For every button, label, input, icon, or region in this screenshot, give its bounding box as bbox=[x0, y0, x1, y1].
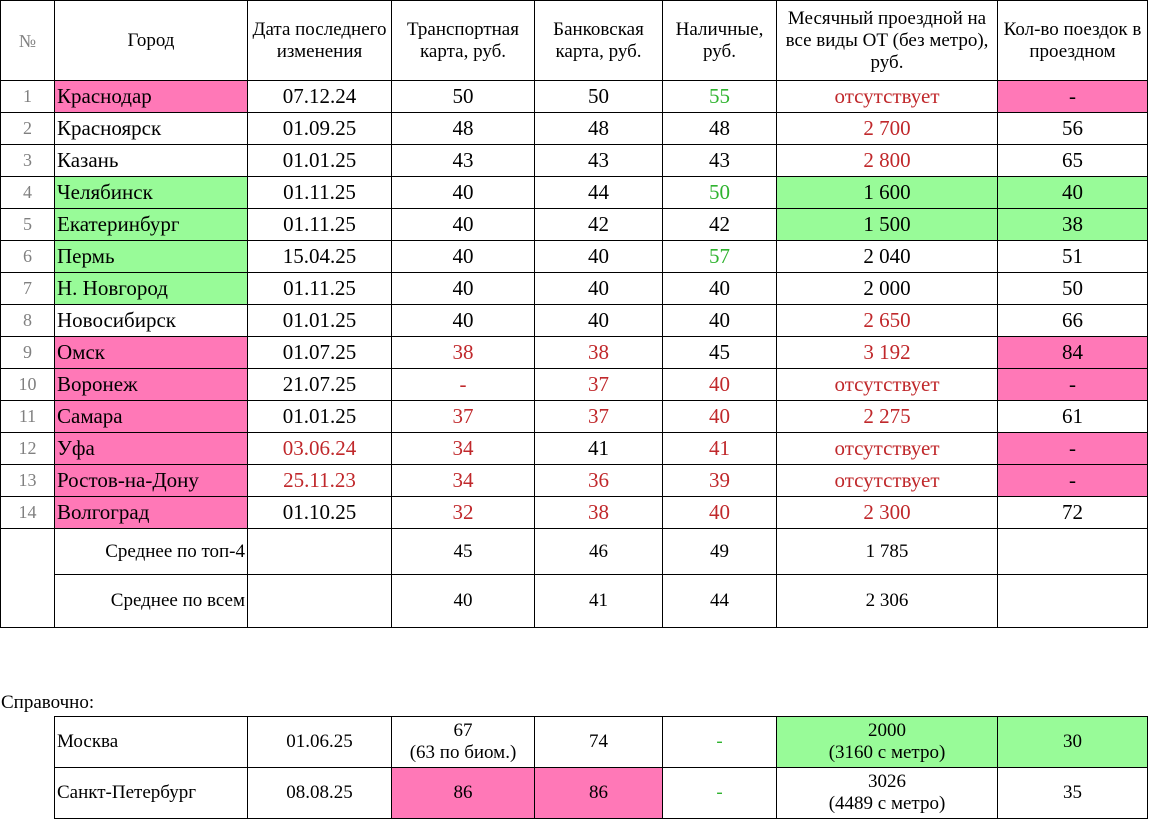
transport-card-cell: 40 bbox=[392, 177, 535, 209]
table-row bbox=[1, 305, 1148, 337]
bank-card-cell: 40 bbox=[535, 305, 663, 337]
trips-cell: - bbox=[998, 465, 1148, 497]
ref-transport-note: (63 по биом.) bbox=[409, 742, 517, 763]
row-number: 7 bbox=[1, 273, 55, 305]
monthly-pass-cell: отсутствует bbox=[777, 369, 998, 401]
trips-cell: 56 bbox=[998, 113, 1148, 145]
trips-cell: 72 bbox=[998, 497, 1148, 529]
trips-cell: 84 bbox=[998, 337, 1148, 369]
row-number: 11 bbox=[1, 401, 55, 433]
ref-monthly-pass-cell bbox=[777, 768, 998, 819]
table-row bbox=[1, 369, 1148, 401]
transport-card-cell: 34 bbox=[392, 465, 535, 497]
trips-cell: 66 bbox=[998, 305, 1148, 337]
city-cell: Пермь bbox=[55, 241, 248, 273]
summary-date-cell bbox=[248, 575, 392, 628]
table-row bbox=[1, 177, 1148, 209]
cash-cell: 40 bbox=[663, 401, 777, 433]
date-cell: 07.12.24 bbox=[248, 81, 392, 113]
reference-table bbox=[54, 716, 1148, 819]
date-cell: 01.09.25 bbox=[248, 113, 392, 145]
cash-cell: 39 bbox=[663, 465, 777, 497]
bank-card-cell: 40 bbox=[535, 241, 663, 273]
table-row bbox=[1, 433, 1148, 465]
summary-date-cell bbox=[248, 529, 392, 575]
bank-card-cell: 41 bbox=[535, 433, 663, 465]
cash-cell: 50 bbox=[663, 177, 777, 209]
bank-card-cell: 37 bbox=[535, 401, 663, 433]
summary-cash: 49 bbox=[663, 529, 777, 575]
transport-card-cell: 48 bbox=[392, 113, 535, 145]
city-cell: Казань bbox=[55, 145, 248, 177]
transport-card-cell: 34 bbox=[392, 433, 535, 465]
header-date: Дата последнего изменения bbox=[248, 1, 392, 81]
trips-cell: 50 bbox=[998, 273, 1148, 305]
bank-card-cell: 43 bbox=[535, 145, 663, 177]
ref-monthly-value: 3026 bbox=[868, 771, 906, 792]
table-row bbox=[1, 209, 1148, 241]
trips-cell: 40 bbox=[998, 177, 1148, 209]
summary-num-cell bbox=[1, 529, 55, 628]
city-cell: Омск bbox=[55, 337, 248, 369]
ref-city-cell: Санкт-Петербург bbox=[55, 768, 248, 819]
bank-card-cell: 44 bbox=[535, 177, 663, 209]
monthly-pass-cell: 2 700 bbox=[777, 113, 998, 145]
bank-card-cell: 37 bbox=[535, 369, 663, 401]
transport-card-cell: - bbox=[392, 369, 535, 401]
monthly-pass-cell: 2 275 bbox=[777, 401, 998, 433]
transport-card-cell: 40 bbox=[392, 241, 535, 273]
row-number: 14 bbox=[1, 497, 55, 529]
date-cell: 01.11.25 bbox=[248, 273, 392, 305]
cash-cell: 57 bbox=[663, 241, 777, 273]
city-cell: Красноярск bbox=[55, 113, 248, 145]
bank-card-cell: 36 bbox=[535, 465, 663, 497]
date-cell: 21.07.25 bbox=[248, 369, 392, 401]
ref-bank-card-cell: 74 bbox=[535, 717, 663, 768]
ref-monthly-value: 2000 bbox=[868, 720, 906, 741]
row-number: 10 bbox=[1, 369, 55, 401]
header-num: № bbox=[1, 1, 55, 81]
monthly-pass-cell: 2 040 bbox=[777, 241, 998, 273]
city-cell: Воронеж bbox=[55, 369, 248, 401]
summary-monthly-pass: 1 785 bbox=[777, 529, 998, 575]
table-row bbox=[1, 145, 1148, 177]
row-number: 4 bbox=[1, 177, 55, 209]
date-cell: 03.06.24 bbox=[248, 433, 392, 465]
table-row bbox=[1, 337, 1148, 369]
header-monthly-pass: Месячный проездной на все виды ОТ (без метро), руб. bbox=[777, 1, 998, 81]
summary-trips-cell bbox=[998, 575, 1148, 628]
header-row bbox=[1, 1, 1148, 81]
header-transport-card: Транспортная карта, руб. bbox=[392, 1, 535, 81]
bank-card-cell: 40 bbox=[535, 273, 663, 305]
bank-card-cell: 42 bbox=[535, 209, 663, 241]
date-cell: 25.11.23 bbox=[248, 465, 392, 497]
city-cell: Ростов-на-Дону bbox=[55, 465, 248, 497]
row-number: 6 bbox=[1, 241, 55, 273]
header-bank-card: Банковская карта, руб. bbox=[535, 1, 663, 81]
table-row bbox=[1, 401, 1148, 433]
bank-card-cell: 38 bbox=[535, 337, 663, 369]
ref-monthly-pass-cell bbox=[777, 717, 998, 768]
reference-row bbox=[55, 768, 1148, 819]
city-cell: Новосибирск bbox=[55, 305, 248, 337]
ref-cash-cell: - bbox=[663, 717, 777, 768]
header-city: Город bbox=[55, 1, 248, 81]
summary-cash: 44 bbox=[663, 575, 777, 628]
trips-cell: 38 bbox=[998, 209, 1148, 241]
row-number: 9 bbox=[1, 337, 55, 369]
date-cell: 01.11.25 bbox=[248, 177, 392, 209]
trips-cell: - bbox=[998, 433, 1148, 465]
trips-cell: 51 bbox=[998, 241, 1148, 273]
monthly-pass-cell: 2 650 bbox=[777, 305, 998, 337]
city-cell: Н. Новгород bbox=[55, 273, 248, 305]
cash-cell: 40 bbox=[663, 369, 777, 401]
city-cell: Краснодар bbox=[55, 81, 248, 113]
trips-cell: - bbox=[998, 369, 1148, 401]
monthly-pass-cell: 2 800 bbox=[777, 145, 998, 177]
monthly-pass-cell: 3 192 bbox=[777, 337, 998, 369]
city-cell: Волгоград bbox=[55, 497, 248, 529]
table-row bbox=[1, 81, 1148, 113]
bank-card-cell: 38 bbox=[535, 497, 663, 529]
ref-monthly-note: (4489 с метро) bbox=[828, 793, 946, 814]
summary-bank-card: 41 bbox=[535, 575, 663, 628]
transport-card-cell: 40 bbox=[392, 209, 535, 241]
transport-card-cell: 37 bbox=[392, 401, 535, 433]
monthly-pass-cell: 1 600 bbox=[777, 177, 998, 209]
date-cell: 01.01.25 bbox=[248, 401, 392, 433]
trips-cell: 61 bbox=[998, 401, 1148, 433]
ref-trips-cell: 35 bbox=[998, 768, 1148, 819]
transport-card-cell: 50 bbox=[392, 81, 535, 113]
row-number: 13 bbox=[1, 465, 55, 497]
table-row bbox=[1, 497, 1148, 529]
row-number: 12 bbox=[1, 433, 55, 465]
summary-label: Среднее по топ-4 bbox=[55, 529, 248, 575]
monthly-pass-cell: отсутствует bbox=[777, 433, 998, 465]
date-cell: 15.04.25 bbox=[248, 241, 392, 273]
table-row bbox=[1, 113, 1148, 145]
summary-trips-cell bbox=[998, 529, 1148, 575]
summary-transport-card: 45 bbox=[392, 529, 535, 575]
trips-cell: - bbox=[998, 81, 1148, 113]
date-cell: 01.01.25 bbox=[248, 145, 392, 177]
monthly-pass-cell: отсутствует bbox=[777, 81, 998, 113]
ref-date-cell: 08.08.25 bbox=[248, 768, 392, 819]
table-row bbox=[1, 465, 1148, 497]
ref-monthly-note: (3160 с метро) bbox=[828, 742, 946, 763]
city-cell: Екатеринбург bbox=[55, 209, 248, 241]
ref-transport-card-cell bbox=[392, 717, 535, 768]
date-cell: 01.07.25 bbox=[248, 337, 392, 369]
city-cell: Челябинск bbox=[55, 177, 248, 209]
header-trips: Кол-во поездок в проездном bbox=[998, 1, 1148, 81]
summary-row-top4 bbox=[1, 529, 1148, 575]
trips-cell: 65 bbox=[998, 145, 1148, 177]
bank-card-cell: 50 bbox=[535, 81, 663, 113]
cash-cell: 40 bbox=[663, 497, 777, 529]
date-cell: 01.01.25 bbox=[248, 305, 392, 337]
reference-title: Справочно: bbox=[1, 692, 95, 713]
table-row bbox=[1, 241, 1148, 273]
cash-cell: 55 bbox=[663, 81, 777, 113]
row-number: 1 bbox=[1, 81, 55, 113]
cash-cell: 48 bbox=[663, 113, 777, 145]
summary-label: Среднее по всем bbox=[55, 575, 248, 628]
city-cell: Уфа bbox=[55, 433, 248, 465]
cash-cell: 45 bbox=[663, 337, 777, 369]
reference-row bbox=[55, 717, 1148, 768]
ref-city-cell: Москва bbox=[55, 717, 248, 768]
monthly-pass-cell: 1 500 bbox=[777, 209, 998, 241]
cash-cell: 43 bbox=[663, 145, 777, 177]
ref-trips-cell: 30 bbox=[998, 717, 1148, 768]
summary-bank-card: 46 bbox=[535, 529, 663, 575]
cash-cell: 40 bbox=[663, 305, 777, 337]
row-number: 3 bbox=[1, 145, 55, 177]
cash-cell: 42 bbox=[663, 209, 777, 241]
ref-date-cell: 01.06.25 bbox=[248, 717, 392, 768]
summary-row-all bbox=[1, 575, 1148, 628]
city-cell: Самара bbox=[55, 401, 248, 433]
row-number: 2 bbox=[1, 113, 55, 145]
monthly-pass-cell: отсутствует bbox=[777, 465, 998, 497]
ref-transport-card-cell: 86 bbox=[392, 768, 535, 819]
ref-bank-card-cell: 86 bbox=[535, 768, 663, 819]
transport-card-cell: 40 bbox=[392, 305, 535, 337]
cash-cell: 40 bbox=[663, 273, 777, 305]
ref-cash-cell: - bbox=[663, 768, 777, 819]
cash-cell: 41 bbox=[663, 433, 777, 465]
transport-card-cell: 38 bbox=[392, 337, 535, 369]
header-cash: Наличные, руб. bbox=[663, 1, 777, 81]
date-cell: 01.11.25 bbox=[248, 209, 392, 241]
date-cell: 01.10.25 bbox=[248, 497, 392, 529]
summary-transport-card: 40 bbox=[392, 575, 535, 628]
transport-card-cell: 43 bbox=[392, 145, 535, 177]
transport-card-cell: 40 bbox=[392, 273, 535, 305]
table-row bbox=[1, 273, 1148, 305]
bank-card-cell: 48 bbox=[535, 113, 663, 145]
row-number: 5 bbox=[1, 209, 55, 241]
ref-transport-value: 67 bbox=[453, 720, 473, 741]
summary-monthly-pass: 2 306 bbox=[777, 575, 998, 628]
row-number: 8 bbox=[1, 305, 55, 337]
monthly-pass-cell: 2 300 bbox=[777, 497, 998, 529]
monthly-pass-cell: 2 000 bbox=[777, 273, 998, 305]
transport-card-cell: 32 bbox=[392, 497, 535, 529]
